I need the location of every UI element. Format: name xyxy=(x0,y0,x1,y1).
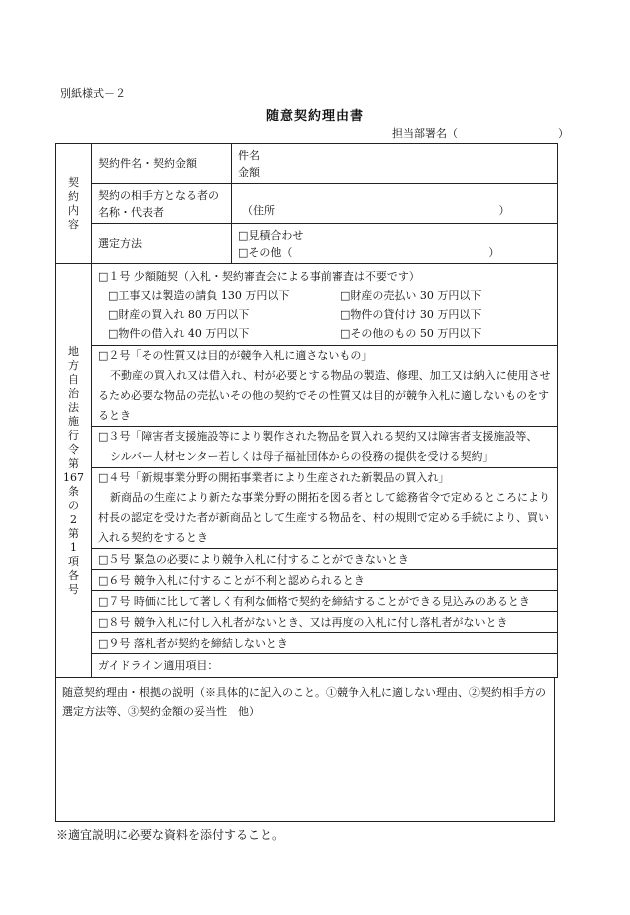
attachment-note: ※適宜説明に必要な資料を添付すること。 xyxy=(56,828,285,842)
item2-checkbox[interactable]: □２号「その性質又は目的が競争入札に適さないもの」 xyxy=(98,349,373,362)
method-other-close-paren: ） xyxy=(488,245,500,259)
vlabel-char: 方 xyxy=(68,358,79,372)
reason-label: 随意契約理由・根拠の説明（※具体的に記入のこと。①競争入札に適しない理由、②契約相手方の選定方法等、③契約金額の妥当性 他） xyxy=(62,686,546,718)
item8-checkbox[interactable]: □８号 競争入札に付し入札者がないとき、又は再度の入札に付し落札者がないとき xyxy=(92,612,558,633)
vlabel-char: 1 xyxy=(70,540,77,554)
vlabel-char: 2 xyxy=(70,512,77,526)
department-close-paren: ） xyxy=(558,127,569,140)
ordinance-section-label xyxy=(56,264,92,678)
vlabel-char: 容 xyxy=(68,217,79,231)
method-other-label: □その他（ xyxy=(238,245,293,259)
department-label: 担当部署名（ xyxy=(392,127,458,140)
vlabel-char: 条 xyxy=(68,484,79,498)
name-amount-field[interactable] xyxy=(232,144,558,184)
item1-options xyxy=(98,286,551,343)
item6-checkbox[interactable]: □６号 競争入札に付することが不利と認められるとき xyxy=(92,570,558,591)
party-field[interactable] xyxy=(232,184,558,224)
name-amount-label: 契約件名・契約金額 xyxy=(92,144,232,184)
vlabel-char: 第 xyxy=(68,456,79,470)
item1-option[interactable]: □財産の買入れ 80 万円以下 xyxy=(108,307,250,321)
item1-option[interactable]: □物件の借入れ 40 万円以下 xyxy=(108,326,250,340)
address-close-paren: ） xyxy=(498,204,510,217)
item3-block xyxy=(92,427,558,468)
amount-label: 金額 xyxy=(238,165,260,179)
item1-option[interactable]: □財産の売払い 30 万円以下 xyxy=(340,288,482,302)
vlabel-char: 約 xyxy=(68,189,79,203)
method-label: 選定方法 xyxy=(92,224,232,264)
item4-block xyxy=(92,468,558,549)
vlabel-char: 第 xyxy=(68,526,79,540)
vlabel-char: の xyxy=(68,498,79,512)
contract-form-table xyxy=(55,143,558,678)
vlabel-char: 各 xyxy=(68,568,79,582)
vlabel-char: 令 xyxy=(68,442,79,456)
vlabel-char: 行 xyxy=(68,428,79,442)
item9-checkbox[interactable]: □９号 落札者が契約を締結しないとき xyxy=(92,633,558,654)
method-field[interactable] xyxy=(232,224,558,264)
item5-checkbox[interactable]: □５号 緊急の必要により競争入札に付することができないとき xyxy=(92,549,558,570)
method-option-other[interactable] xyxy=(238,244,551,261)
item1-option[interactable]: □その他のもの 50 万円以下 xyxy=(340,326,482,340)
party-label-line1: 契約の相手方となる者の xyxy=(98,188,219,202)
item2-body: 不動産の買入れ又は借入れ、村が必要とする物品の製造、修理、加工又は納入に使用させるため必要な物品の売払いその他の契約でその性質又は目的が競争入札に適しないものをするとき xyxy=(98,369,551,422)
reason-explanation-field[interactable] xyxy=(55,677,555,822)
item3-checkbox[interactable]: □３号「障害者支援施設等により製作された物品を買入れる契約又は障害者支援施設等、 xyxy=(98,430,538,443)
guideline-field[interactable]: ガイドライン適用項目： xyxy=(92,654,558,678)
vlabel-char: 自 xyxy=(68,372,79,386)
item3-body: シルバー人材センター若しくは母子福祉団体からの役務の提供を受ける契約」 xyxy=(110,450,494,463)
item1-option[interactable]: □工事又は製造の請負 130 万円以下 xyxy=(108,288,290,302)
vlabel-char: 号 xyxy=(68,582,79,596)
item1-block xyxy=(92,264,558,346)
item1-checkbox[interactable]: □１号 少額随契（入札・契約審査会による事前審査は不要です） xyxy=(98,269,420,283)
form-number: 別紙様式－２ xyxy=(60,87,126,100)
party-label xyxy=(92,184,232,224)
item4-checkbox[interactable]: □４号「新規事業分野の開拓事業者により生産された新製品の買入れ」 xyxy=(98,471,450,484)
department-field[interactable] xyxy=(392,125,569,141)
vlabel-char: 法 xyxy=(68,400,79,414)
vlabel-char: 地 xyxy=(68,344,79,358)
party-label-line2: 名称・代表者 xyxy=(98,205,164,219)
vlabel-char: 項 xyxy=(68,554,79,568)
contract-section-label xyxy=(56,144,92,264)
item-label: 件名 xyxy=(238,148,260,162)
vlabel-char: 167 xyxy=(63,470,84,484)
method-option-quote[interactable]: □見積合わせ xyxy=(238,228,304,242)
item7-checkbox[interactable]: □７号 時価に比して著しく有利な価格で契約を締結することができる見込みのあるとき xyxy=(92,591,558,612)
vlabel-char: 契 xyxy=(68,175,79,189)
address-label: （住所 xyxy=(242,204,275,217)
vlabel-char: 施 xyxy=(68,414,79,428)
vlabel-char: 治 xyxy=(68,386,79,400)
vlabel-char: 内 xyxy=(68,203,79,217)
item2-block xyxy=(92,346,558,427)
item4-body: 新商品の生産により新たな事業分野の開拓を図る者として総務省令で定めるところにより村長の認定を受けた者が新商品として生産する物品を、村の規則で定める手続により、買い入れる契約をするとき xyxy=(98,491,550,544)
item1-option[interactable]: □物件の貸付け 30 万円以下 xyxy=(340,307,482,321)
document-title: 随意契約理由書 xyxy=(265,109,364,124)
